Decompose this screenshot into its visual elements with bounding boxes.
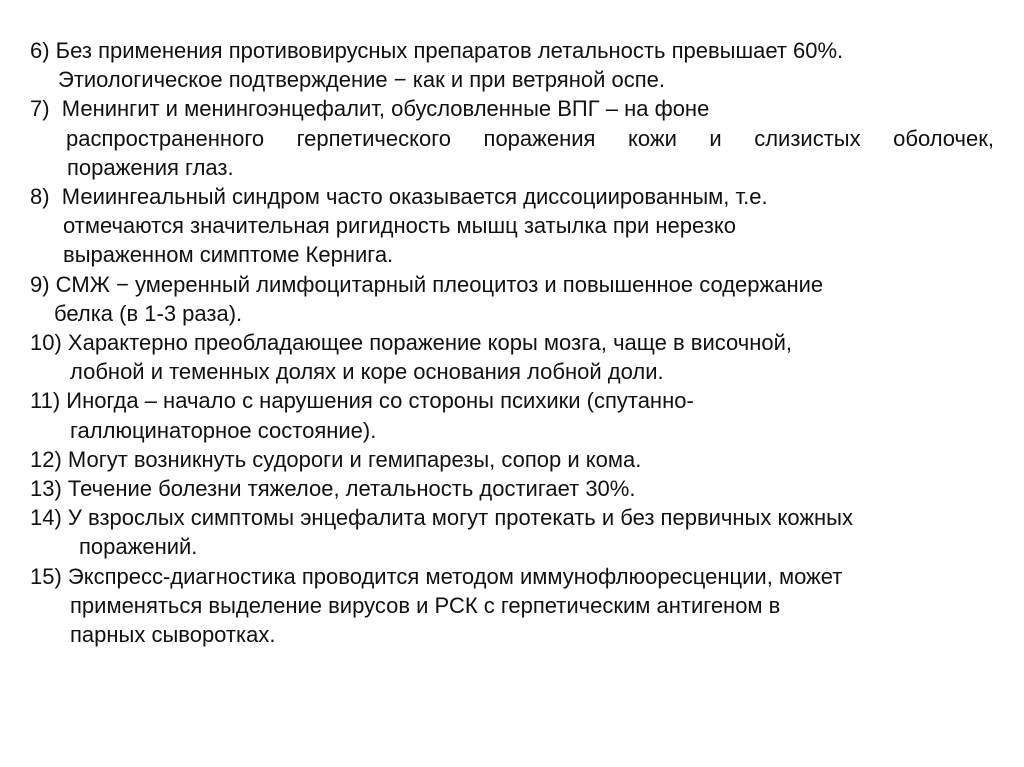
- list-item-6: [30, 36, 1010, 94]
- item-10-line-2: лобной и теменных долях и коре основания лобной доли.: [70, 359, 664, 385]
- item-7-line-2: распространенного герпетического поражения кожи и слизистых оболочек,: [66, 125, 994, 151]
- item-15-line-2: применяться выделение вирусов и РСК с герпетическим антигеном в: [70, 592, 781, 618]
- item-11-line-2: галлюцинаторное состояние).: [70, 417, 377, 443]
- item-12-line-1: 12) Могут возникнуть судороги и гемипарезы, сопор и кома.: [30, 446, 642, 472]
- item-6-line-2: Этиологическое подтверждение − как и при ветряной оспе.: [58, 67, 665, 93]
- item-7-line-3: поражения глаз.: [67, 154, 234, 180]
- list-item-11: [30, 386, 1010, 444]
- list-item-7: [30, 94, 1010, 182]
- item-7-line-1: 7) Менингит и менингоэнцефалит, обусловленные ВПГ – на фоне: [30, 96, 710, 122]
- item-8-line-2: отмечаются значительная ригидность мышц затылка при нерезко: [63, 213, 736, 239]
- list-item-10: [30, 328, 1010, 386]
- clinical-notes-list: [30, 36, 1010, 649]
- list-item-13: [30, 474, 1010, 503]
- item-13-line-1: 13) Течение болезни тяжелое, летальность достигает 30%.: [30, 476, 636, 502]
- list-item-12: [30, 445, 1010, 474]
- item-14-line-2: поражений.: [79, 534, 198, 560]
- item-15-line-3: парных сыворотках.: [70, 622, 276, 648]
- item-8-line-3: выраженном симптоме Кернига.: [63, 242, 394, 268]
- item-11-line-1: 11) Иногда – начало с нарушения со стороны психики (спутанно-: [30, 388, 694, 414]
- list-item-15: [30, 562, 1010, 650]
- item-9-line-1: 9) СМЖ − умеренный лимфоцитарный плеоцитоз и повышенное содержание: [30, 271, 824, 297]
- list-item-8: [30, 182, 1010, 270]
- list-item-9: [30, 270, 1010, 328]
- item-10-line-1: 10) Характерно преобладающее поражение коры мозга, чаще в височной,: [30, 330, 793, 356]
- item-6-line-1: 6) Без применения противовирусных препаратов летальность превышает 60%.: [30, 38, 844, 63]
- list-item-14: [30, 503, 1010, 561]
- item-15-line-1: 15) Экспресс-диагностика проводится методом иммунофлюоресценции, может: [30, 563, 843, 589]
- item-9-line-2: белка (в 1-3 раза).: [54, 300, 243, 326]
- item-8-line-1: 8) Меиингеальный синдром часто оказывается диссоциированным, т.е.: [30, 184, 768, 210]
- item-14-line-1: 14) У взрослых симптомы энцефалита могут протекать и без первичных кожных: [30, 505, 853, 531]
